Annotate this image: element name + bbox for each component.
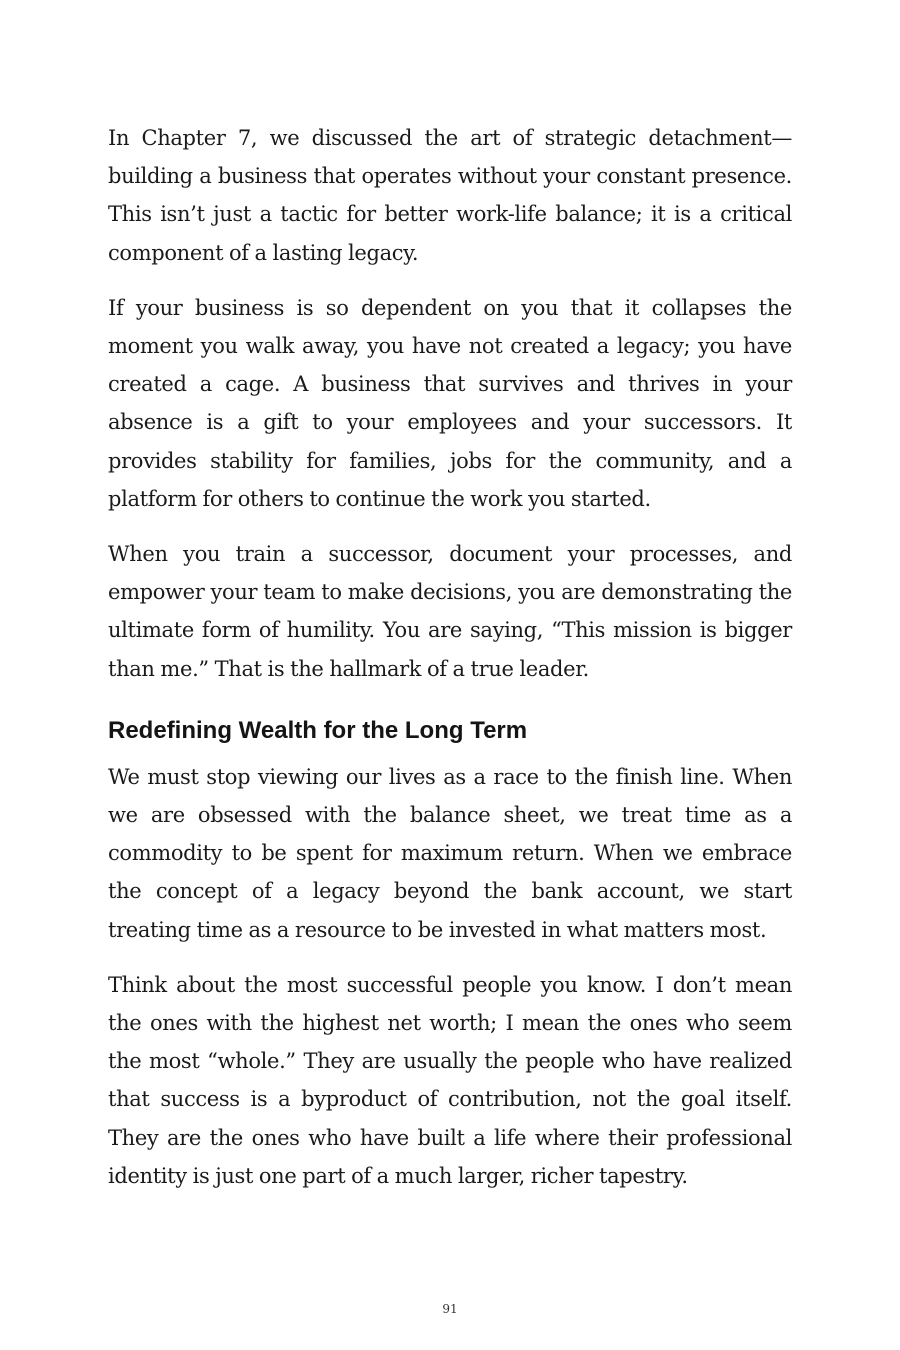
paragraph: We must stop viewing our lives as a race to the finish line. When we are obsessed with the balance sheet, we treat time as a commodity to be spent for maximum return. When we embrace the concept of a legacy beyond the bank account, we start treating time as a resource to be invested in what matters most. — [108, 764, 792, 942]
section-heading: Redefining Wealth for the Long Term — [108, 716, 528, 744]
paragraph: Think about the most successful people you know. I don’t mean the ones with the highest net worth; I mean the ones who seem the most “whole.” They are usually the people who have realized that success is a byproduct of contribution, not the goal itself. They are the ones who have built a life where their professional identity is just one part of a much larger, richer tapestry. — [108, 972, 792, 1188]
page-body — [108, 119, 792, 1212]
paragraph: When you train a successor, document your processes, and empower your team to make decisions, you are demonstrating the ultimate form of humility. You are saying, “This mission is bigger than me.” That is the hallmark of a true leader. — [108, 542, 792, 681]
paragraph: If your business is so dependent on you that it collapses the moment you walk away, you have not created a legacy; you have created a cage. A business that survives and thrives in your absence is a gift to your employees and your successors. It provides stability for families, jobs for the community, and a platform for others to continue the work you started. — [108, 295, 792, 511]
paragraph: In Chapter 7, we discussed the art of strategic detachment—building a business that operates without your constant presence. This isn’t just a tactic for better work-life balance; it is a critical component of a lasting legacy. — [108, 126, 792, 265]
page-number: 91 — [442, 1302, 458, 1316]
